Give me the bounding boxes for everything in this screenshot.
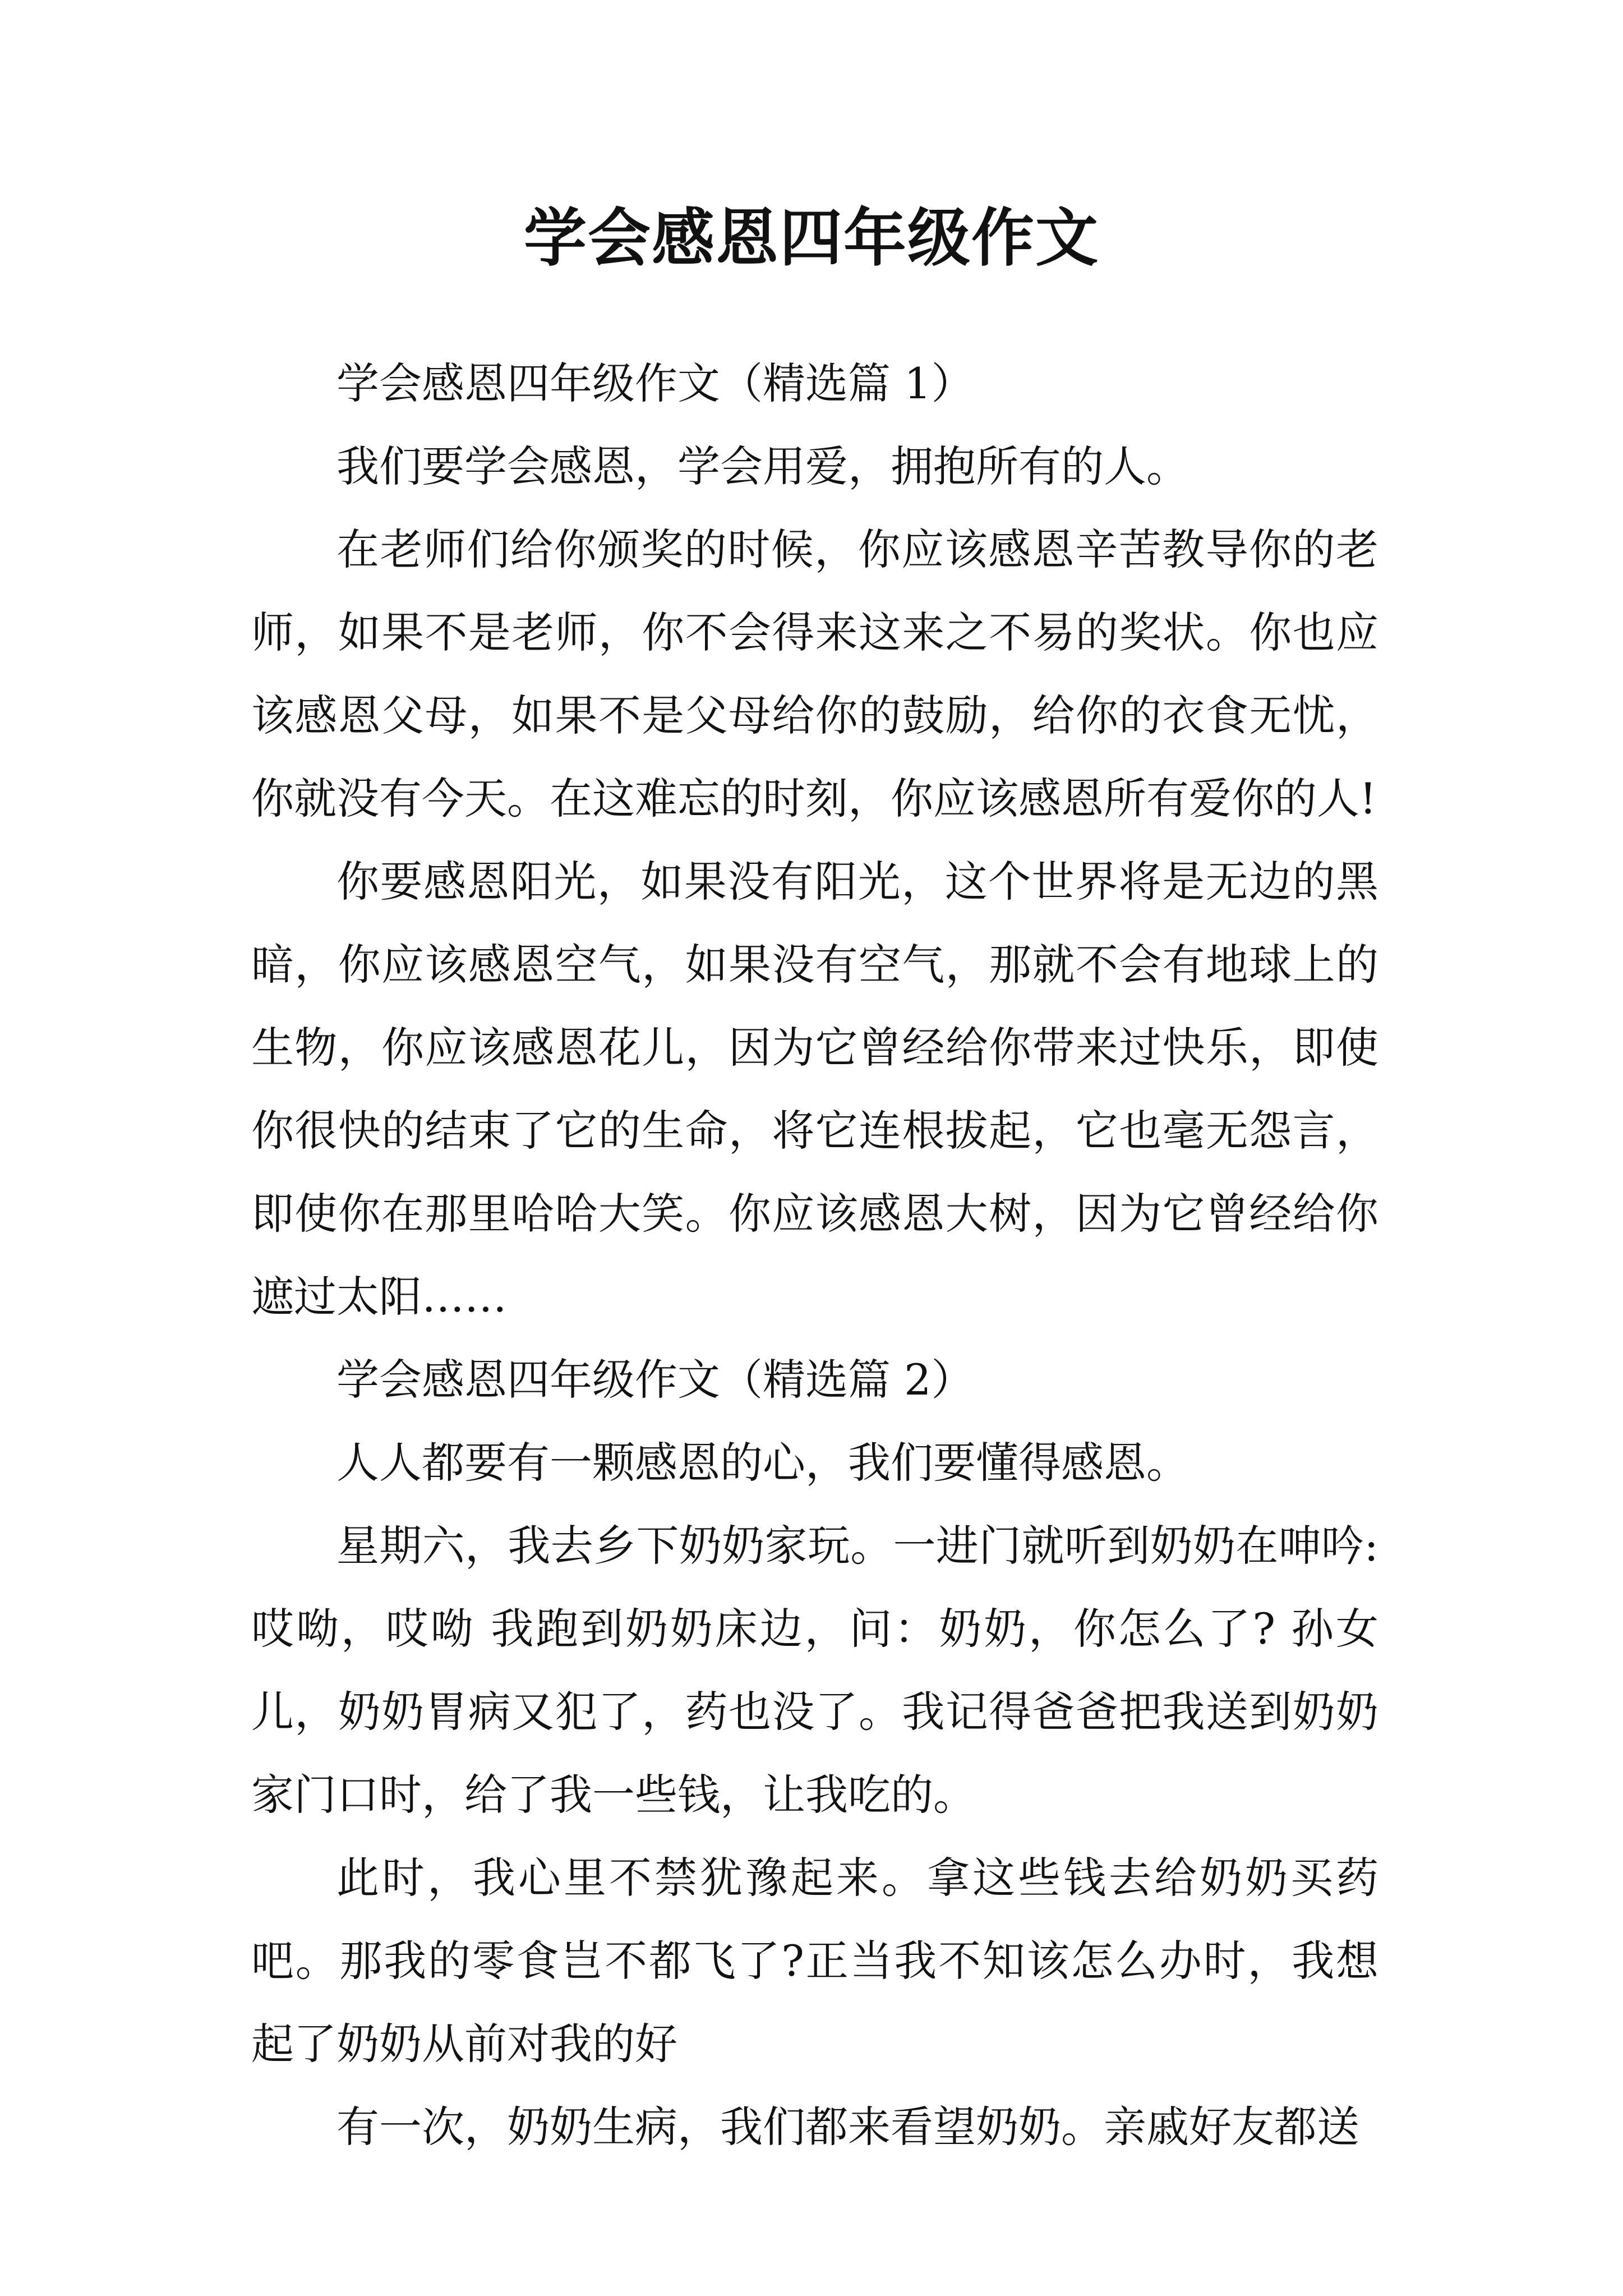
paragraph: 此时，我心里不禁犹豫起来。拿这些钱去给奶奶买药吧。那我的零食岂不都飞了?正当我不知该怎么办时，我想起了奶奶从前对我的好 (251, 1853, 1378, 2069)
paragraph: 在老师们给你颁奖的时候，你应该感恩辛苦教导你的老师，如果不是老师，你不会得来这来之不易的奖状。你也应该感恩父母，如果不是父母给你的鼓励，给你的衣食无忧，你就没有今天。在这难忘的时刻，你应该感恩所有爱你的人! (251, 524, 1378, 823)
document-body (251, 342, 1378, 2169)
paragraph: 你要感恩阳光，如果没有阳光，这个世界将是无边的黑暗，你应该感恩空气，如果没有空气，那就不会有地球上的生物，你应该感恩花儿，因为它曾经给你带来过快乐，即使你很快的结束了它的生命，将它连根拔起，它也毫无怨言，即使你在那里哈哈大笑。你应该感恩大树，因为它曾经给你遮过太阳…… (251, 857, 1378, 1322)
paragraph: 有一次，奶奶生病，我们都来看望奶奶。亲戚好友都送 (336, 2102, 1359, 2152)
document-title: 学会感恩四年级作文 (524, 201, 1099, 275)
paragraph: 我们要学会感恩，学会用爱，拥抱所有的人。 (336, 441, 1189, 491)
section-heading-2: 学会感恩四年级作文（精选篇 2） (336, 1355, 974, 1405)
paragraph: 星期六，我去乡下奶奶家玩。一进门就听到奶奶在呻吟: 哎呦，哎呦 我跑到奶奶床边，问：奶奶，你怎么了? 孙女儿，奶奶胃病又犯了，药也没了。我记得爸爸把我送到奶奶家门口时，给了我一些钱，让我吃的。 (251, 1521, 1378, 1820)
section-heading-1: 学会感恩四年级作文（精选篇 1） (336, 358, 974, 408)
paragraph: 人人都要有一颗感恩的心，我们要懂得感恩。 (336, 1438, 1189, 1488)
